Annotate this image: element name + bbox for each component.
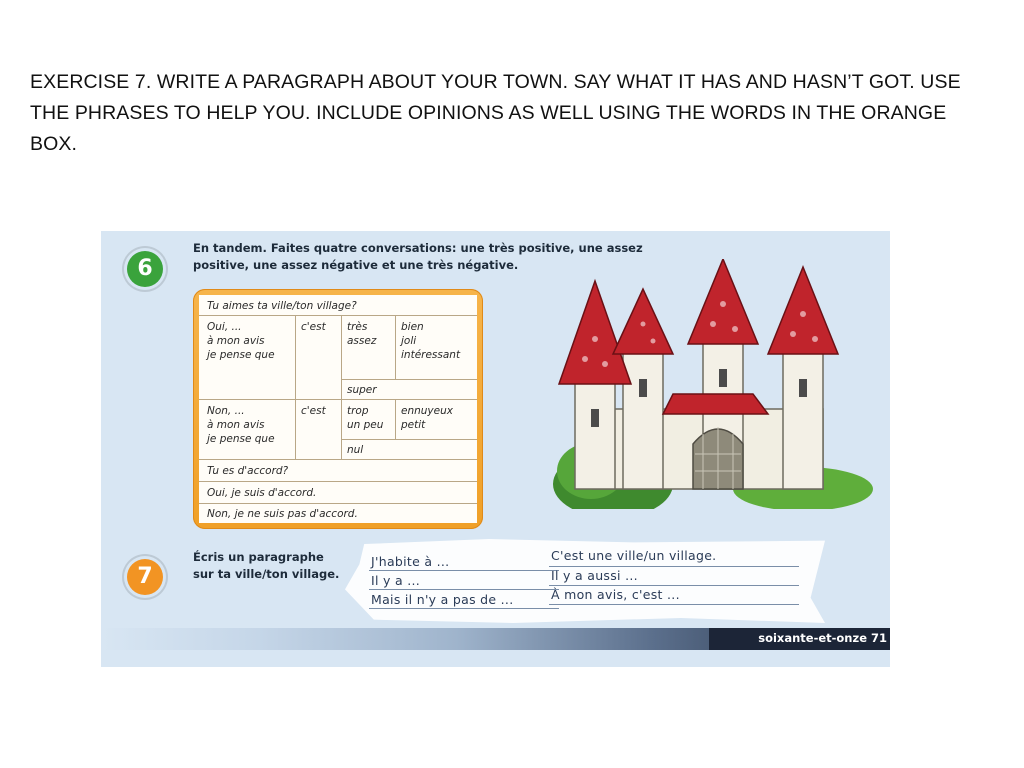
task-6-text-3: positive, une (193, 258, 282, 272)
task-6-word-3: assez (281, 258, 318, 272)
task-6-badge: 6 (127, 251, 163, 287)
pos-col1-line2: à mon avis (207, 335, 265, 347)
pos-extra: super (347, 384, 377, 396)
page-number: soixante-et-onze 71 (758, 631, 887, 645)
table-question: Tu es d'accord? (207, 465, 289, 477)
pos-col3-line2: assez (347, 335, 377, 347)
task-6-text-2: positive, une (514, 241, 607, 255)
task-6-text-4: négative et une (317, 258, 428, 272)
handwriting-right-2: Il y a aussi ... (551, 568, 638, 583)
neg-col1-line1: Non, ... (207, 405, 245, 417)
task-7-badge: 7 (127, 559, 163, 595)
task-6-word-1: très (488, 241, 515, 255)
neg-col2: c'est (301, 405, 326, 417)
task-6-text-5: négative. (453, 258, 519, 272)
pos-col4-line1: bien (401, 321, 424, 333)
neg-col4-line1: ennuyeux (401, 405, 453, 417)
table-answer-no: Non, je ne suis pas d'accord. (207, 508, 358, 520)
phrase-table (199, 295, 477, 523)
handwriting-right-3: À mon avis, c'est ... (551, 587, 680, 602)
handwriting-left-2: Il y a ... (371, 573, 421, 588)
pos-col4-line2: joli (401, 335, 417, 347)
neg-col3-line1: trop (347, 405, 369, 417)
task-6-word-2: assez (606, 241, 643, 255)
handwriting-left-1: J'habite à ... (371, 554, 450, 569)
pos-col1-line1: Oui, ... (207, 321, 242, 333)
task-6-text-start: En tandem. Faites quatre conversations: une (193, 241, 489, 255)
task-6-word-4: très (427, 258, 454, 272)
castle-illustration (553, 259, 873, 509)
handwriting-left-3: Mais il n'y a pas de ... (371, 592, 514, 607)
orange-phrase-box (193, 289, 483, 529)
neg-col4-line2: petit (401, 419, 426, 431)
neg-col1-line2: à mon avis (207, 419, 265, 431)
pos-col1-line3: je pense que (207, 349, 275, 361)
table-answer-yes: Oui, je suis d'accord. (207, 487, 317, 499)
table-header: Tu aimes ta ville/ton village? (207, 300, 357, 312)
exercise-instruction: EXERCISE 7. WRITE A PARAGRAPH ABOUT YOUR TOWN. SAY WHAT IT HAS AND HASN’T GOT. USE THE PHRASES TO HELP YOU. INCLUDE OPINIONS AS WELL USING THE WORDS IN THE ORANGE BOX. (30, 71, 961, 155)
task-7-instructions: Écris un paragraphe sur ta ville/ton village. (193, 550, 340, 581)
pos-col2: c'est (301, 321, 326, 333)
neg-col1-line3: je pense que (207, 433, 275, 445)
textbook-page (101, 231, 890, 667)
handwriting-right-1: C'est une ville/un village. (551, 548, 717, 563)
pos-col4-line3: intéressant (401, 349, 461, 361)
neg-col3-line2: un peu (347, 419, 384, 431)
pos-col3-line1: très (347, 321, 368, 333)
neg-extra: nul (347, 444, 364, 456)
